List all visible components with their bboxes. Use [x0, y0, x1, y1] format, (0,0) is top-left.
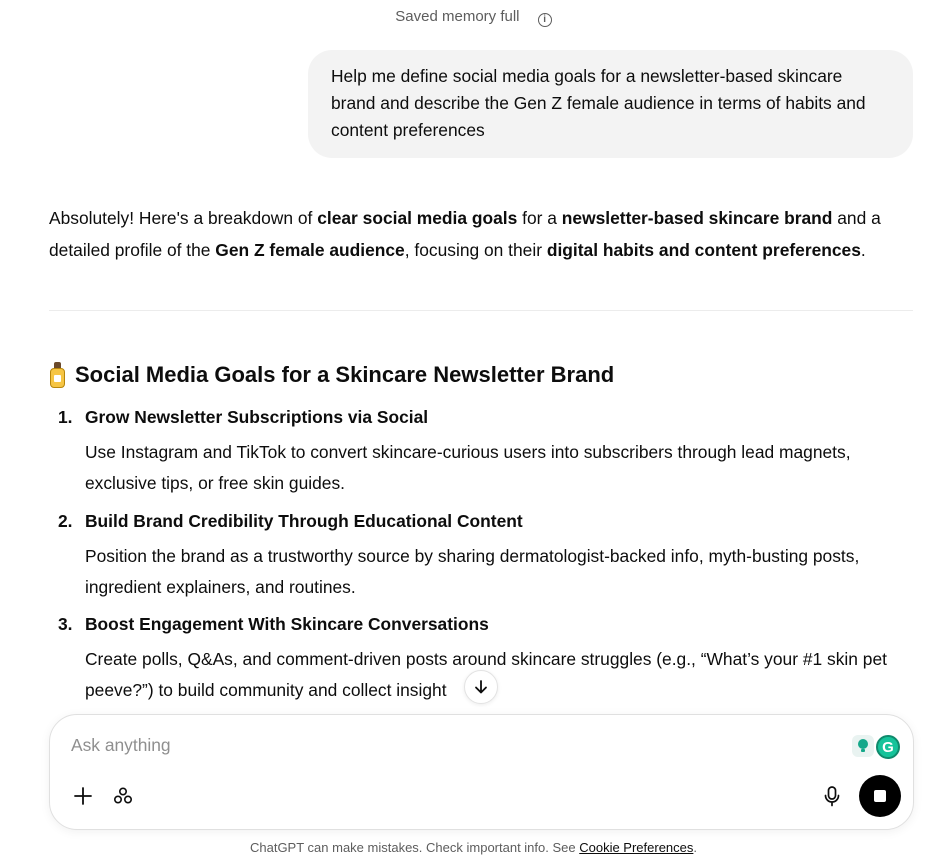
section-divider	[49, 310, 913, 311]
composer	[49, 714, 914, 830]
info-icon[interactable]: i	[538, 13, 552, 27]
prompt-input[interactable]	[71, 735, 831, 756]
microphone-icon	[823, 785, 841, 807]
saved-memory-notice	[0, 8, 947, 27]
dictate-button[interactable]	[817, 781, 847, 811]
goal-number: 2.	[58, 511, 73, 531]
goal-description: Create polls, Q&As, and comment-driven posts around skincare struggles (e.g., “What’s your #1 skin pet peeve?”) to build community and collect insight	[85, 649, 887, 700]
assistant-intro: Absolutely! Here's a breakdown of clear social media goals for a newsletter-based skincare brand and a detailed profile of the Gen Z female audience, focusing on their digital habits and content preferences.	[49, 208, 881, 260]
tools-button[interactable]	[108, 781, 138, 811]
goal-title: Grow Newsletter Subscriptions via Social	[85, 407, 429, 427]
arrow-down-icon	[473, 679, 489, 695]
cookie-preferences-link[interactable]: Cookie Preferences	[579, 840, 694, 855]
grammarly-icon[interactable]: G	[876, 735, 900, 759]
goal-title: Build Brand Credibility Through Educational Content	[85, 511, 523, 531]
goal-title: Boost Engagement With Skincare Conversations	[85, 614, 489, 634]
lotion-bottle-icon	[49, 362, 66, 388]
section-heading-text: Social Media Goals for a Skincare Newsletter Brand	[75, 362, 615, 387]
memory-notice-label: Saved memory full	[395, 8, 520, 25]
section-heading	[49, 360, 913, 390]
plus-icon	[73, 786, 93, 806]
add-attachment-button[interactable]	[68, 781, 98, 811]
tools-icon	[113, 786, 133, 806]
disclaimer: ChatGPT can make mistakes. Check important info. See Cookie Preferences.	[249, 840, 698, 855]
lightbulb-icon[interactable]	[852, 735, 874, 757]
stop-icon	[874, 790, 886, 802]
scroll-to-bottom-button[interactable]	[464, 670, 498, 704]
stop-generating-button[interactable]	[859, 775, 901, 817]
goal-number: 3.	[58, 614, 73, 634]
user-message-bubble: Help me define social media goals for a newsletter-based skincare brand and describe the Gen Z female audience in terms of habits and content preferences	[308, 50, 913, 158]
goal-description: Use Instagram and TikTok to convert skincare-curious users into subscribers through lead magnets, exclusive tips, or free skin guides.	[85, 442, 851, 493]
extension-icons	[852, 735, 902, 757]
goal-description: Position the brand as a trustworthy source by sharing dermatologist-backed info, myth-busting posts, ingredient explainers, and routines.	[85, 546, 860, 597]
goal-number: 1.	[58, 407, 73, 427]
